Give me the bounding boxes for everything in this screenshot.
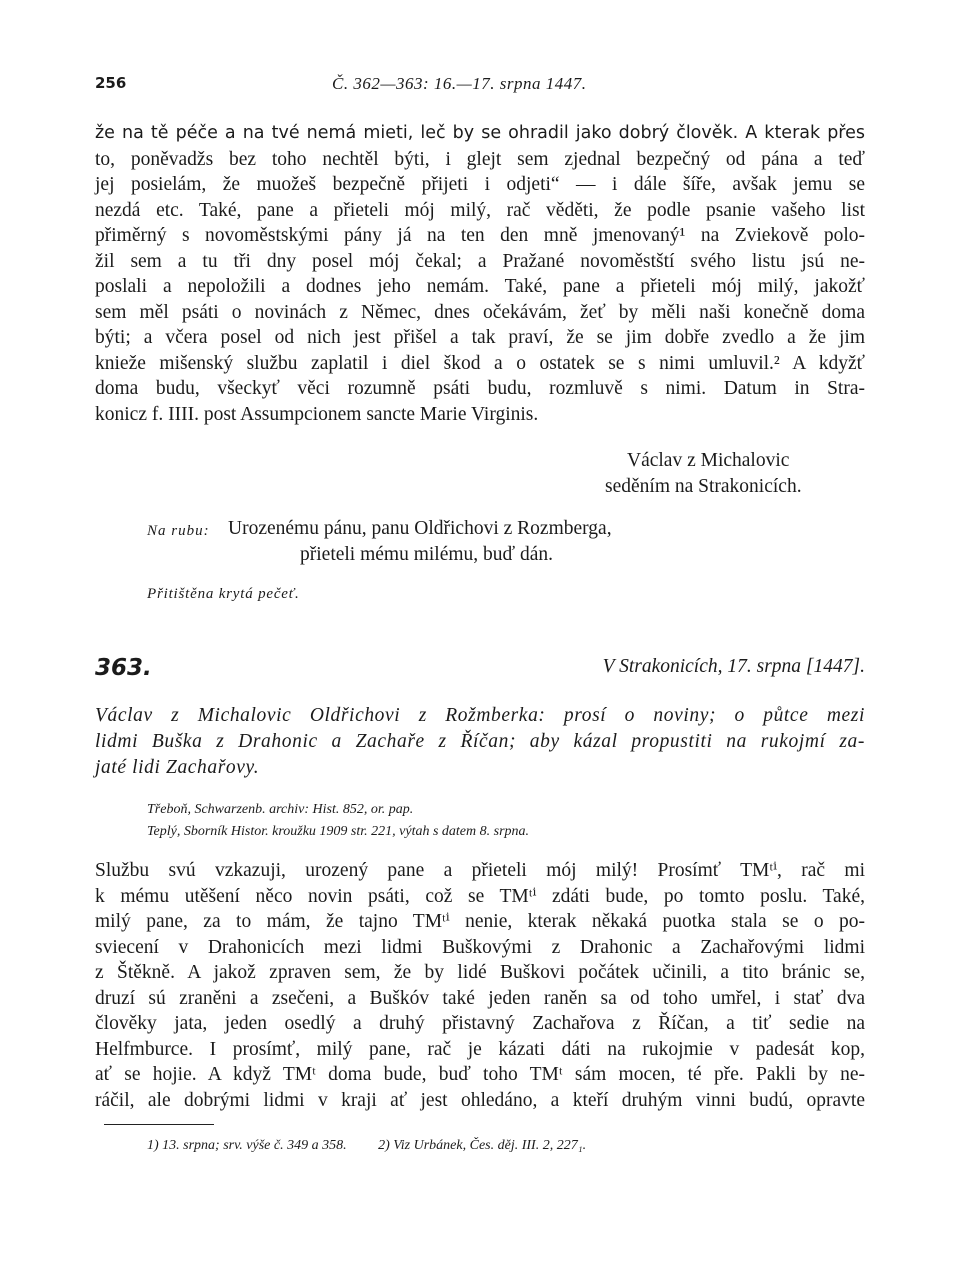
document-date: V Strakonicích, 17. srpna [1447]. bbox=[602, 656, 865, 677]
text-line: milý pane, za to mám, že tajno TMᵗⁱ nenie, kterak někaká puotka stala se o po- bbox=[95, 911, 865, 932]
regest-line: Václav z Michalovic Oldřichovi z Rožmberka: prosí o noviny; o půtce mezi bbox=[95, 705, 865, 726]
address-line: přieteli mému milému, buď dán. bbox=[300, 544, 554, 565]
signature-place: seděním na Strakonicích. bbox=[605, 476, 802, 497]
page-number: 256 bbox=[95, 74, 127, 92]
footnote: 1) 13. srpna; srv. výše č. 349 a 358. bbox=[147, 1138, 347, 1153]
text-line: k mému utěšení něco novin psáti, což se TMᵗⁱ zdáti bude, po tomto poslu. Také, bbox=[95, 885, 865, 907]
text-line: to, poněvadžs bez toho nechtěl býti, i glejt sem zjednal bezpečný od pána a teď bbox=[95, 148, 865, 170]
text-line: doma budu, všeckyť věci rozumně psáti budu, rozmluvě s nimi. Datum in Stra- bbox=[95, 378, 865, 399]
text-line: nezdá etc. Také, pane a přieteli mój milý, rač věděti, že podle psanie vašeho list bbox=[95, 199, 865, 221]
seal-note: Přitištěna krytá pečeť. bbox=[147, 586, 300, 602]
text-line: býti; a včera posel od nich jest přišel a tak praví, že se jim dobře zvedlo a že jim bbox=[95, 327, 865, 348]
text-line: Službu svú vzkazuji, urozený pane a přieteli mój milý! Prosímť TMᵗⁱ, rač mi bbox=[95, 860, 865, 881]
text-line: ráčil, ale dobrými lidmi v kraji ať jest ohledáno, a kteří druhým vinni budú, opravte bbox=[95, 1089, 865, 1111]
text-line: sem měl psáti o novinách z Němec, dnes očekávám, žeť by měli naši konečně doma bbox=[95, 301, 865, 323]
footnotes bbox=[147, 1138, 614, 1154]
text-line: že na tě péče a na tvé nemá mieti, leč by se ohradil jako dobrý člověk. A kterak přes bbox=[95, 123, 865, 143]
signature-name: Václav z Michalovic bbox=[627, 450, 790, 471]
document-number: 363. bbox=[95, 655, 152, 681]
address-line: Urozenému pánu, panu Oldřichovi z Rozmberga, bbox=[228, 518, 612, 539]
text-line: žil sem a tu tři dny posel mój čekal; a Pražané novoměstští svého listu jsú ne- bbox=[95, 250, 865, 272]
text-line: z Štěkně. A jakož zpraven sem, že by lidé Buškovi počátek učinili, a tito bránic se, bbox=[95, 962, 865, 983]
source-line: Teplý, Sborník Histor. kroužku 1909 str. 221, výtah s datem 8. srpna. bbox=[147, 824, 530, 839]
text-line: sviecení v Drahonicích mezi lidmi Buškovými z Drahonic a Zachařovými lidmi bbox=[95, 936, 865, 958]
signature bbox=[605, 448, 802, 500]
text-line: konicz f. IIII. post Assumpcionem sancte Marie Virginis. bbox=[95, 403, 539, 425]
page-header bbox=[95, 74, 865, 102]
text-line: ať se hojie. A když TMᵗ doma bude, buď toho TMᵗ sám mocen, té pře. Pakli by ne- bbox=[95, 1064, 865, 1085]
sources bbox=[147, 799, 529, 843]
footnote: 2) Viz Urbánek, Čes. děj. III. 2, 227₁. bbox=[378, 1138, 587, 1153]
text-line: Helfmburce. I prosímť, milý pane, rač je kázati dáti na rukojmie v padesát kop, bbox=[95, 1038, 865, 1060]
regest bbox=[95, 703, 865, 781]
text-line: přiměrný s novoměstskými pány já na ten den mně jmenovaný¹ na Zviekově polo- bbox=[95, 225, 865, 246]
text-line: člověky jata, jeden osedlý a druhý přistavný Zachařova z Říčan, a tiť sedie na bbox=[95, 1013, 865, 1034]
letter-362-body bbox=[95, 121, 865, 427]
letter-363-body bbox=[95, 858, 865, 1113]
source-line: Třeboň, Schwarzenb. archiv: Hist. 852, or. pap. bbox=[147, 802, 414, 817]
running-head: Č. 362—363: 16.—17. srpna 1447. bbox=[332, 74, 587, 93]
address-label: Na rubu: bbox=[147, 523, 210, 539]
text-line: jej posielám, že muožeš bezpečně přijeti i odjeti“ — i dále šíře, avšak jemu se bbox=[95, 174, 865, 195]
regest-line: jaté lidi Zachařovy. bbox=[95, 757, 260, 778]
footnote-divider bbox=[104, 1124, 214, 1125]
text-line: knieže mišenský službu zaplatil i diel škod a o ostatek se s nimi umluvil.² A kdyžť bbox=[95, 352, 865, 374]
text-line: poslali a nepoložili a dodnes jeho nemám. Také, pane a přieteli mój milý, jakožť bbox=[95, 276, 865, 297]
address bbox=[228, 516, 612, 568]
regest-line: lidmi Buška z Drahonic a Zachaře z Říčan; aby kázal propustiti na rukojmí za- bbox=[95, 731, 865, 752]
text-line: druzí sú zraněni a zsečeni, a Buškóv také jeden raněn sa od toho umřel, i stať dva bbox=[95, 987, 865, 1009]
